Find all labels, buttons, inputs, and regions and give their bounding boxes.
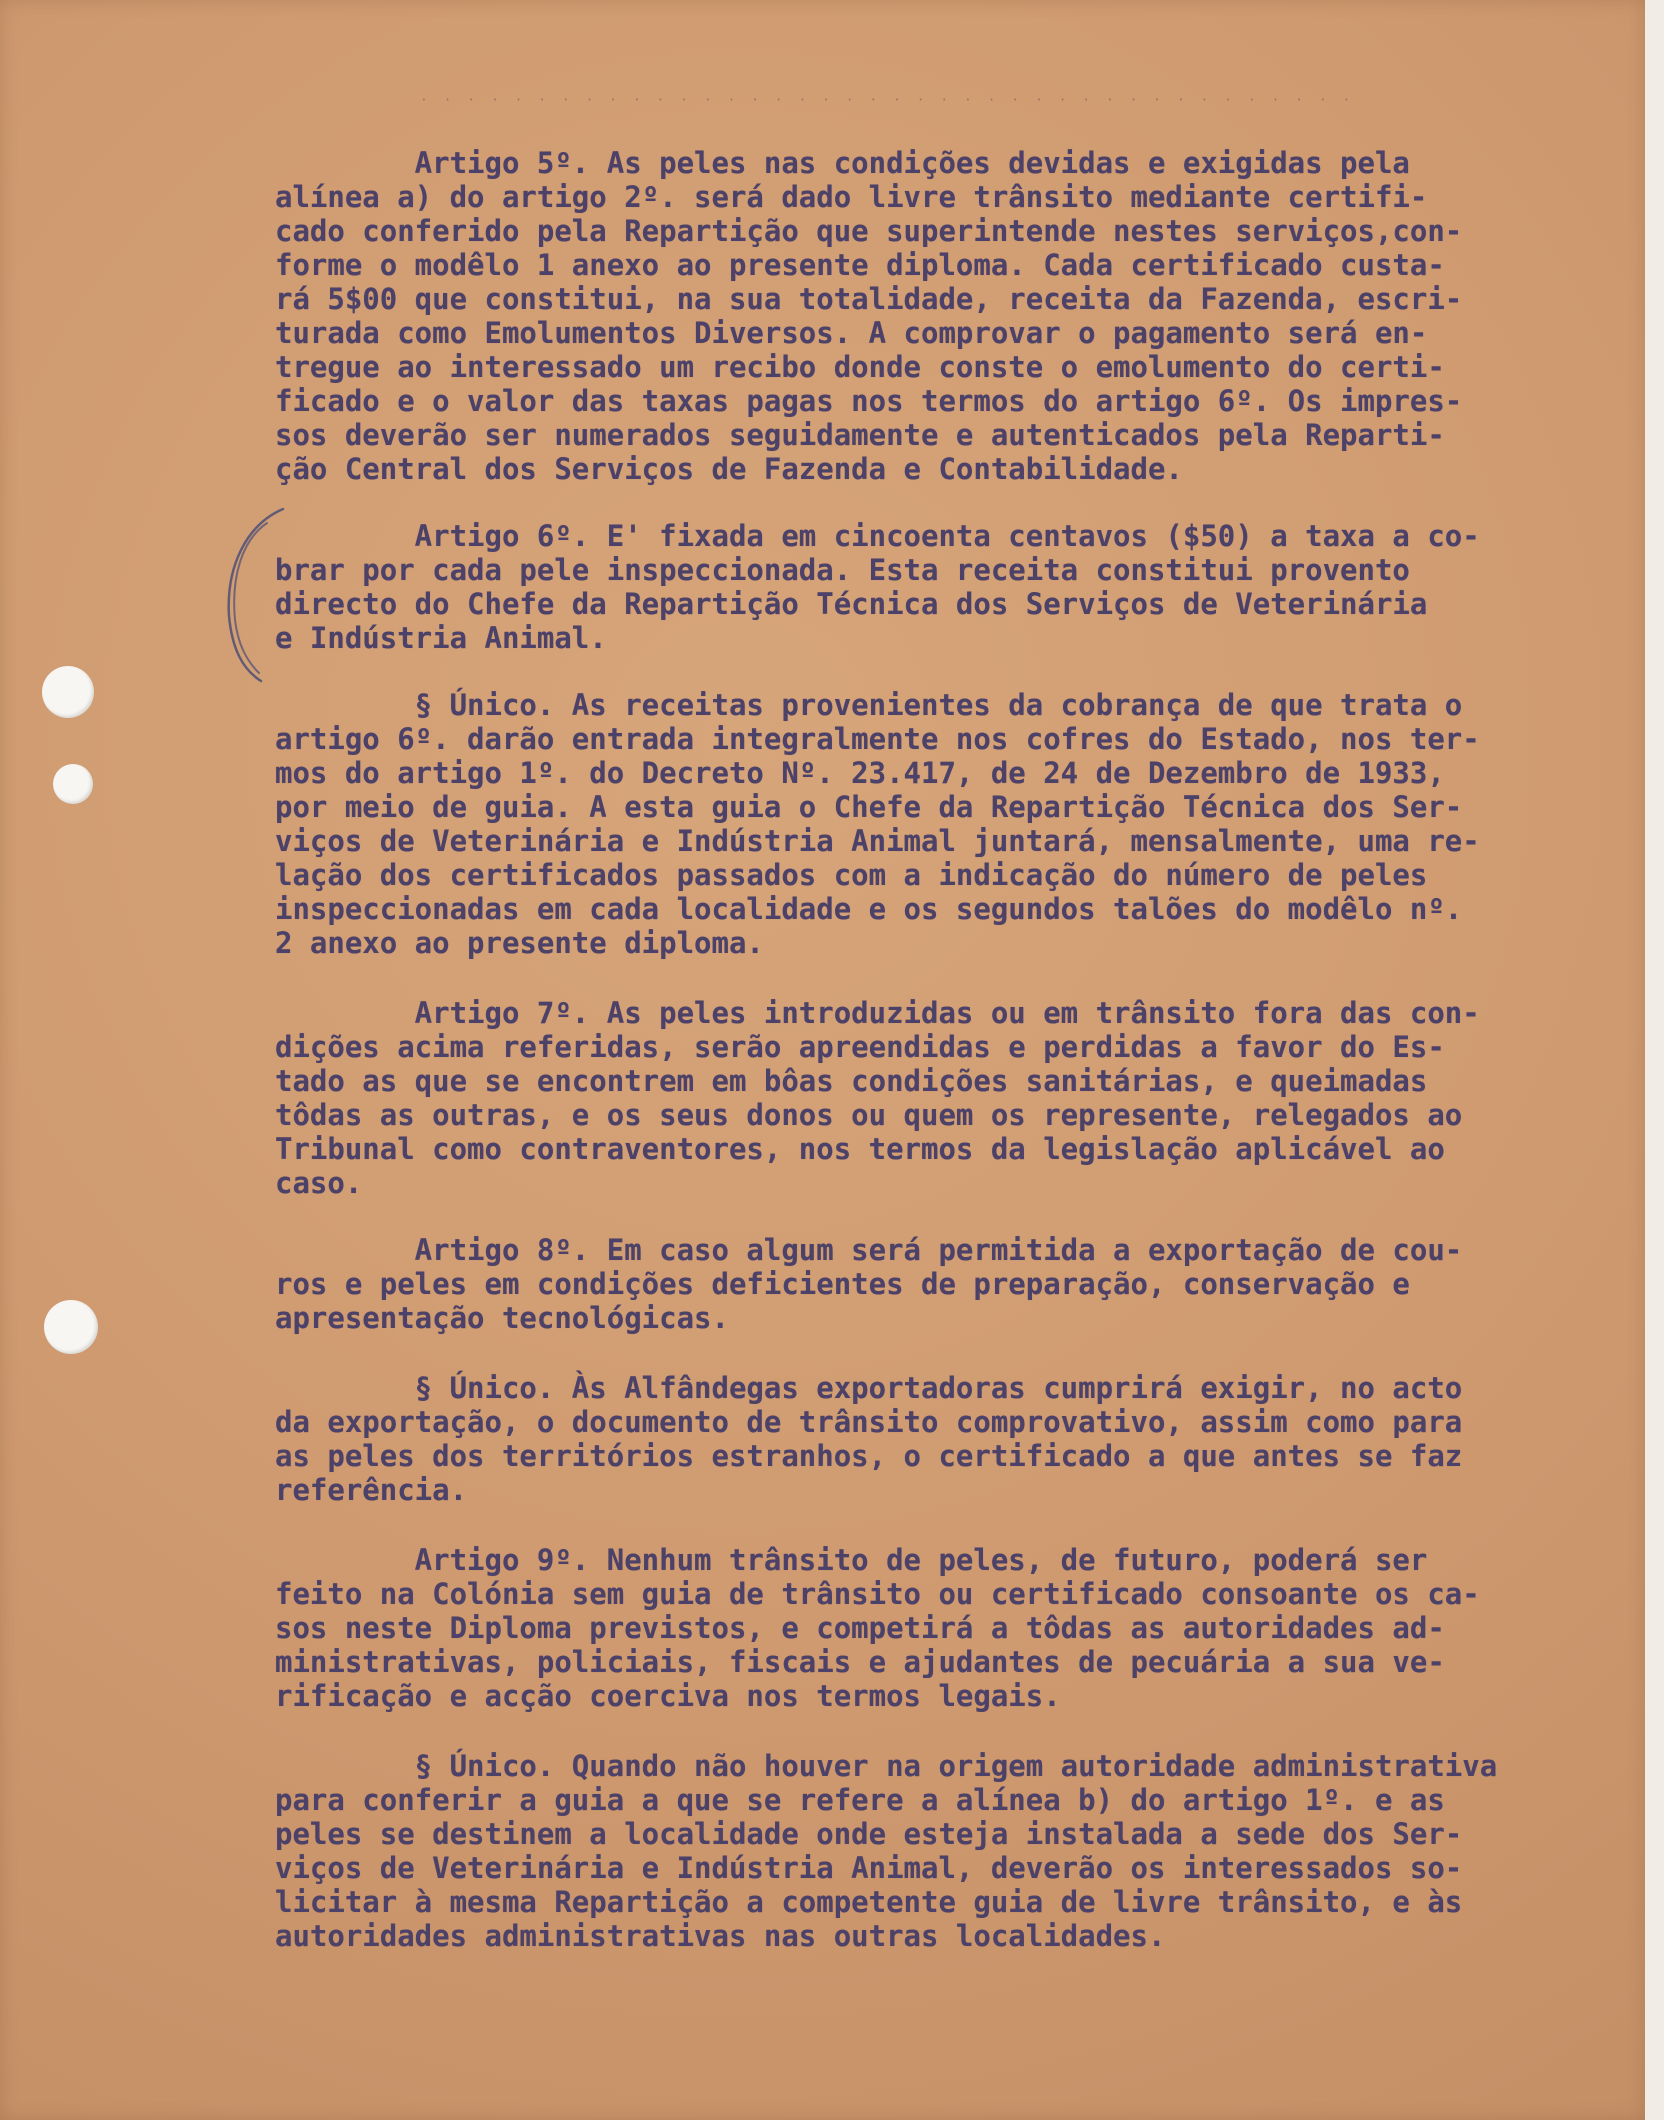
paragraph-artigo-6-unico xyxy=(275,688,1625,960)
text-line: 2 anexo ao presente diploma. xyxy=(275,926,764,960)
faded-top-marks: · · · · · · · · · · · · · · · · · · · · · · · · · · · · · · · · · · · · · · · · xyxy=(420,93,1355,105)
text-line: Artigo 8º. Em caso algum será permitida a exportação de cou- xyxy=(275,1233,1463,1267)
punch-hole xyxy=(44,1300,98,1354)
paragraph-artigo-9 xyxy=(275,1543,1625,1713)
text-line: caso. xyxy=(275,1166,363,1200)
paragraph-artigo-7 xyxy=(275,996,1625,1200)
text-line: viços de Veterinária e Indústria Animal juntará, mensalmente, uma re- xyxy=(275,824,1480,858)
punch-hole xyxy=(53,764,93,804)
text-line: artigo 6º. darão entrada integralmente nos cofres do Estado, nos ter- xyxy=(275,722,1480,756)
text-line: inspeccionadas em cada localidade e os segundos talões do modêlo nº. xyxy=(275,892,1463,926)
text-line: ros e peles em condições deficientes de preparação, conservação e xyxy=(275,1267,1410,1301)
text-line: da exportação, o documento de trânsito comprovativo, assim como para xyxy=(275,1405,1463,1439)
text-line: tado as que se encontrem em bôas condições sanitárias, e queimadas xyxy=(275,1064,1428,1098)
text-line: ministrativas, policiais, fiscais e ajudantes de pecuária a sua ve- xyxy=(275,1645,1445,1679)
right-scan-margin xyxy=(1645,0,1664,2120)
punch-hole xyxy=(42,666,94,718)
document-body xyxy=(275,146,1625,1953)
paragraph-artigo-6 xyxy=(275,519,1625,655)
text-line: alínea a) do artigo 2º. será dado livre trânsito mediante certifi- xyxy=(275,180,1428,214)
text-line: rá 5$00 que constitui, na sua totalidade, receita da Fazenda, escri- xyxy=(275,282,1463,316)
text-line: Artigo 7º. As peles introduzidas ou em trânsito fora das con- xyxy=(275,996,1480,1030)
text-line: sos deverão ser numerados seguidamente e autenticados pela Reparti- xyxy=(275,418,1445,452)
text-line: tregue ao interessado um recibo donde conste o emolumento do certi- xyxy=(275,350,1445,384)
text-line: Artigo 5º. As peles nas condições devidas e exigidas pela xyxy=(275,146,1410,180)
text-line: peles se destinem a localidade onde esteja instalada a sede dos Ser- xyxy=(275,1817,1463,1851)
text-line: ção Central dos Serviços de Fazenda e Contabilidade. xyxy=(275,452,1183,486)
text-line: Artigo 6º. E' fixada em cincoenta centavos ($50) a taxa a co- xyxy=(275,519,1480,553)
text-line: mos do artigo 1º. do Decreto Nº. 23.417, de 24 de Dezembro de 1933, xyxy=(275,756,1445,790)
paragraph-artigo-5 xyxy=(275,146,1625,486)
text-line: § Único. As receitas provenientes da cobrança de que trata o xyxy=(275,688,1463,722)
text-line: forme o modêlo 1 anexo ao presente diploma. Cada certificado custa- xyxy=(275,248,1445,282)
text-line: Tribunal como contraventores, nos termos da legislação aplicável ao xyxy=(275,1132,1445,1166)
text-line: autoridades administrativas nas outras localidades. xyxy=(275,1919,1166,1953)
text-line: apresentação tecnológicas. xyxy=(275,1301,729,1335)
text-line: § Único. Quando não houver na origem autoridade administrativa xyxy=(275,1749,1498,1783)
text-line: ficado e o valor das taxas pagas nos termos do artigo 6º. Os impres- xyxy=(275,384,1463,418)
text-line: directo do Chefe da Repartição Técnica dos Serviços de Veterinária xyxy=(275,587,1428,621)
paragraph-artigo-8-unico xyxy=(275,1371,1625,1507)
paragraph-artigo-8 xyxy=(275,1233,1625,1335)
text-line: licitar à mesma Repartição a competente guia de livre trânsito, e às xyxy=(275,1885,1463,1919)
text-line: dições acima referidas, serão apreendidas e perdidas a favor do Es- xyxy=(275,1030,1445,1064)
text-line: tôdas as outras, e os seus donos ou quem os represente, relegados ao xyxy=(275,1098,1463,1132)
text-line: rificação e acção coerciva nos termos legais. xyxy=(275,1679,1061,1713)
text-line: lação dos certificados passados com a indicação do número de peles xyxy=(275,858,1428,892)
text-line: viços de Veterinária e Indústria Animal, deverão os interessados so- xyxy=(275,1851,1463,1885)
text-line: para conferir a guia a que se refere a alínea b) do artigo 1º. e as xyxy=(275,1783,1445,1817)
text-line: referência. xyxy=(275,1473,468,1507)
text-line: turada como Emolumentos Diversos. A comprovar o pagamento será en- xyxy=(275,316,1428,350)
text-line: e Indústria Animal. xyxy=(275,621,607,655)
text-line: § Único. Às Alfândegas exportadoras cumprirá exigir, no acto xyxy=(275,1371,1463,1405)
paragraph-artigo-9-unico xyxy=(275,1749,1625,1953)
text-line: cado conferido pela Repartição que superintende nestes serviços,con- xyxy=(275,214,1463,248)
text-line: brar por cada pele inspeccionada. Esta receita constitui provento xyxy=(275,553,1410,587)
text-line: sos neste Diploma previstos, e competirá a tôdas as autoridades ad- xyxy=(275,1611,1445,1645)
text-line: as peles dos territórios estranhos, o certificado a que antes se faz xyxy=(275,1439,1463,1473)
text-line: Artigo 9º. Nenhum trânsito de peles, de futuro, poderá ser xyxy=(275,1543,1428,1577)
text-line: por meio de guia. A esta guia o Chefe da Repartição Técnica dos Ser- xyxy=(275,790,1463,824)
text-line: feito na Colónia sem guia de trânsito ou certificado consoante os ca- xyxy=(275,1577,1480,1611)
